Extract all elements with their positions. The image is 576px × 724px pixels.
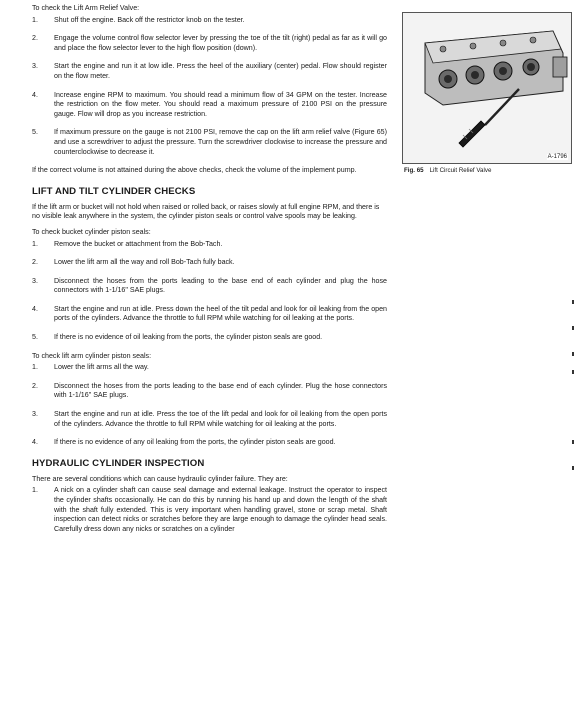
item-text: Start the engine and run it at low idle. Press the heel of the auxiliary (center) pedal. Flow should register on the flow meter. <box>54 62 387 80</box>
figure-label: Fig. 65 <box>404 167 424 174</box>
item-text: Lower the lift arms all the way. <box>54 363 149 372</box>
item-text: Lower the lift arm all the way and roll Bob-Tach fully back. <box>54 258 235 267</box>
figure-caption-text: Lift Circuit Relief Valve <box>429 167 492 174</box>
valve-figure <box>402 12 572 164</box>
item-text: Remove the bucket or attachment from the Bob-Tach. <box>54 239 223 248</box>
item-text: Engage the volume control flow selector lever by pressing the toe of the tilt (right) pedal as far as it will go and place the flow selector lever to the high flow position (down). <box>54 34 387 52</box>
list-item <box>32 410 387 429</box>
edge-mark <box>572 466 574 470</box>
bucket-steps-list <box>32 240 387 343</box>
edge-mark <box>572 352 574 356</box>
item-number: 2. <box>32 381 38 390</box>
list-item <box>32 240 387 250</box>
list-item <box>32 258 387 268</box>
list-item <box>32 34 387 53</box>
item-number: 3. <box>32 276 38 285</box>
list-item <box>32 438 387 448</box>
list-item <box>32 62 387 81</box>
para-inspection: There are several conditions which can cause hydraulic cylinder failure. They are: <box>32 474 288 483</box>
item-number: 4. <box>32 90 38 99</box>
item-text: Start the engine and run at idle. Press the toe of the lift pedal and look for oil leaking from the open ports of the cylinders. Advance the throttle to full RPM while watching for oil leaking at the ports. <box>54 410 387 428</box>
heading-cylinder-inspection: HYDRAULIC CYLINDER INSPECTION <box>32 457 205 469</box>
item-number: 3. <box>32 410 38 419</box>
list-item <box>32 305 387 324</box>
item-text: If there is no evidence of any oil leaking from the ports, the cylinder piston seals are good. <box>54 438 336 447</box>
heading-cylinder-checks: LIFT AND TILT CYLINDER CHECKS <box>32 185 196 197</box>
item-text: Start the engine and run at idle. Press down the heel of the tilt pedal and look for oil leaking from the open ports of the cylinders. Advance the throttle to full RPM while watching for oil leaking at the ports. <box>54 304 387 323</box>
scan-edge-marks <box>568 290 576 470</box>
list-item <box>32 486 387 534</box>
list-item <box>32 277 387 296</box>
item-text: If maximum pressure on the gauge is not 2100 PSI, remove the cap on the lift arm relief valve (Figure 65) and use a screwdriver to adjust the pressure. Turn the screwdriver clockwise to increase the pressure and counterclockwise to decrease it. <box>54 128 387 156</box>
list-item <box>32 128 387 157</box>
item-number: 1. <box>32 363 38 372</box>
item-number: 4. <box>32 304 38 313</box>
edge-mark <box>572 300 574 304</box>
intro-lift-arm-relief: To check the Lift Arm Relief Valve: <box>32 4 140 12</box>
item-number: 1. <box>32 15 38 24</box>
inspection-steps-list <box>32 486 387 534</box>
intro-bucket: To check bucket cylinder piston seals: <box>32 227 151 236</box>
figure-caption <box>404 167 491 174</box>
item-number: 1. <box>32 486 38 495</box>
list-item <box>32 333 387 343</box>
item-number: 4. <box>32 438 38 447</box>
edge-mark <box>572 370 574 374</box>
item-text: Increase engine RPM to maximum. You should read a minimum flow of 34 GPM on the tester. Increase the restriction on the flow meter. You should read a maximum pressure of 2100 PSI on the pressure gauge. Flow will drop as you increase restriction. <box>54 90 387 118</box>
edge-mark <box>572 440 574 444</box>
list-item <box>32 382 387 401</box>
item-number: 2. <box>32 34 38 43</box>
figure-code: A-1796 <box>547 154 567 160</box>
main-text-column <box>32 4 387 543</box>
list-item <box>32 91 387 120</box>
item-number: 3. <box>32 62 38 71</box>
edge-mark <box>572 326 574 330</box>
item-text: If there is no evidence of oil leaking from the ports, the cylinder piston seals are good. <box>54 333 323 342</box>
item-number: 5. <box>32 128 38 137</box>
arm-steps-list <box>32 16 387 158</box>
item-number: 1. <box>32 239 38 248</box>
item-text: A nick on a cylinder shaft can cause seal damage and external leakage. Instruct the operator to inspect the cylinder shafts occasionally. He can do this by running his hand up and down the length of the shaft with the shaft fully extended. This is very important when handling gravel, stone or scrap metal. Shaft inspection can detect nicks or scratches before they are large enough to damage the cylinder head seals. Carefully dress down any nicks or scratches on a cylinder <box>54 486 387 533</box>
list-item <box>32 363 387 373</box>
item-text: Shut off the engine. Back off the restrictor knob on the tester. <box>54 15 245 24</box>
list-item <box>32 16 387 26</box>
relief-valve-illustration <box>403 13 571 163</box>
lift-steps-list <box>32 363 387 448</box>
item-text: Disconnect the hoses from the ports leading to the base end of each cylinder and plug the hose connectors with 1-1/16" SAE plugs. <box>54 276 387 295</box>
item-number: 2. <box>32 258 38 267</box>
item-number: 5. <box>32 333 38 342</box>
item-text: Disconnect the hoses from the ports leading to the base end of each cylinder. Plug the hose connectors with 1-1/16" SAE plugs. <box>54 381 387 400</box>
intro-lift-cylinder: To check lift arm cylinder piston seals: <box>32 351 152 360</box>
note-volume: If the correct volume is not attained during the above checks, check the volume of the implement pump. <box>32 166 357 175</box>
para-cylinder: If the lift arm or bucket will not hold when raised or rolled back, or raises slowly at full engine RPM, and there is no visible leak anywhere in the system, the cylinder piston seals or control valve spools may be leaking. <box>32 202 380 221</box>
